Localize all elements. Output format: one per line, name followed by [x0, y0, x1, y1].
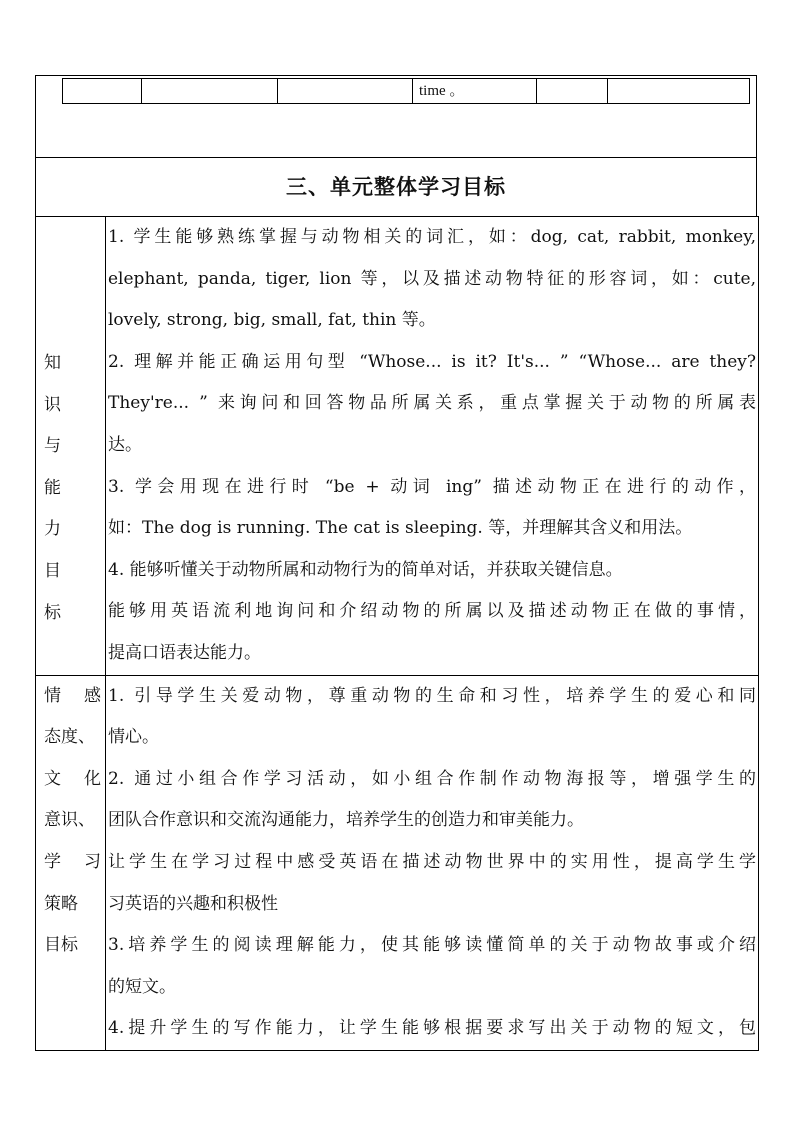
- top-cell-2: [142, 79, 279, 103]
- label-line: 知: [44, 353, 61, 373]
- label-line: 文 化: [44, 768, 101, 789]
- content-line: 让学生在学习过程中感受英语在描述动物世界中的实用性，提高学生学: [108, 851, 756, 872]
- content-line: 达。: [108, 434, 142, 455]
- label-line: 标: [44, 602, 61, 623]
- content-line: 4. 能够听懂关于动物所属和动物行为的简单对话，并获取关键信息。: [108, 559, 623, 580]
- content-line: 4.提升学生的写作能力，让学生能够根据要求写出关于动物的短文，包: [108, 1018, 756, 1039]
- content-line: 1. 学生能够熟练掌握与动物相关的词汇，如：dog, cat, rabbit, monkey,: [108, 227, 756, 247]
- label-line: 策略: [44, 893, 78, 914]
- objectives-table: [35, 216, 759, 1051]
- content-line: 如：The dog is running. The cat is sleeping. 等，并理解其含义和用法。: [108, 518, 693, 539]
- content-line: 2. 通过小组合作学习活动，如小组合作制作动物海报等，增强学生的: [108, 768, 756, 789]
- label-line: 能: [44, 477, 61, 498]
- emotion-culture-strategy-label: [36, 676, 106, 1050]
- knowledge-skills-label: [36, 217, 106, 675]
- label-line: 意识、: [44, 810, 95, 831]
- label-line: 目标: [44, 935, 78, 956]
- section-divider: [36, 157, 756, 158]
- content-line: 3. 学会用现在进行时 “be + 动词 ing” 描述动物正在进行的动作，: [108, 476, 756, 497]
- content-line: 习英语的兴趣和积极性: [108, 893, 278, 914]
- content-line: 3.培养学生的阅读理解能力，使其能够读懂简单的关于动物故事或介绍: [108, 935, 756, 956]
- top-table-frame: [35, 75, 757, 217]
- label-line: 与: [44, 436, 61, 457]
- label-line: 学 习: [44, 851, 101, 872]
- label-line: 情 感: [44, 685, 101, 706]
- label-line: 力: [44, 519, 61, 540]
- content-line: 团队合作意识和交流沟通能力，培养学生的创造力和审美能力。: [108, 810, 584, 831]
- content-line: 能够用英语流利地询问和介绍动物的所属以及描述动物正在做的事情，: [108, 601, 756, 622]
- content-line: 的短文。: [108, 976, 176, 997]
- content-line: 2. 理解并能正确运用句型 “Whose... is it? It's... ” “Whose... are they?: [108, 351, 756, 372]
- top-table-row: [62, 78, 750, 104]
- content-line: elephant, panda, tiger, lion 等，以及描述动物特征的形容词，如：cute,: [108, 268, 756, 289]
- knowledge-skills-row: [36, 216, 758, 675]
- knowledge-skills-content: [106, 217, 758, 675]
- top-cell-3: [278, 79, 413, 103]
- emotion-culture-strategy-row: [36, 675, 758, 1051]
- top-cell-1: [63, 79, 142, 103]
- top-cell-4: time 。: [413, 79, 537, 103]
- label-line: 目: [44, 560, 61, 581]
- content-line: 1. 引导学生关爱动物，尊重动物的生命和习性，培养学生的爱心和同: [108, 685, 756, 706]
- content-line: 提高口语表达能力。: [108, 642, 261, 663]
- content-line: They're... ” 来询问和回答物品所属关系，重点掌握关于动物的所属表: [108, 393, 756, 414]
- section-title: 三、单元整体学习目标: [286, 174, 506, 199]
- content-line: 情心。: [108, 727, 159, 748]
- top-cell-5: [537, 79, 609, 103]
- label-line: 态度、: [44, 727, 95, 748]
- emotion-culture-strategy-content: [106, 676, 758, 1050]
- label-line: 识: [44, 394, 61, 415]
- top-cell-6: [608, 79, 749, 103]
- content-line: lovely, strong, big, small, fat, thin 等。: [108, 310, 436, 331]
